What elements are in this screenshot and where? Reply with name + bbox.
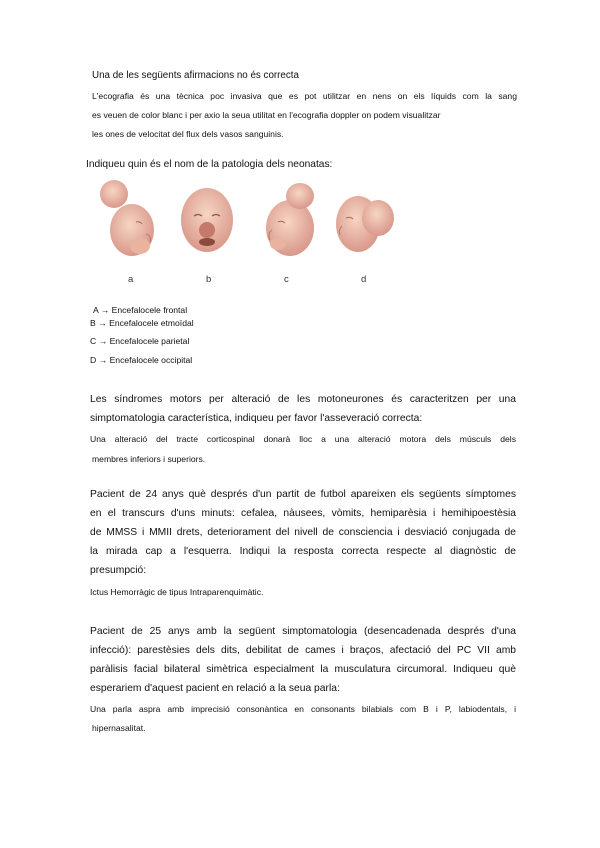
- q5-answer-line-2: hipernasalitat.: [92, 723, 146, 733]
- q5-title-line-1: Pacient de 25 anys amb la següent simptomatologia (desencadenada després d'una: [90, 626, 516, 637]
- q2-option-b: B → Encefalocele etmoïdal: [90, 318, 194, 328]
- neonate-head-c-image: [256, 178, 322, 268]
- q1-answer-line-1: L'ecografia és una tècnica poc invasiva que es pot utilitzar en nens on els líquids com la sang: [92, 91, 517, 101]
- q1-answer-line-3: les ones de velocitat del flux dels vasos sanguinis.: [92, 129, 284, 139]
- q4-title-line-5: presumpció:: [90, 565, 147, 576]
- figure-label-c: c: [284, 274, 289, 285]
- q4-title-line-3: de MMSS i MMII drets, deteriorament del nivell de consciencia i desviació conjugada de: [90, 527, 516, 538]
- q2-option-a: A → Encefalocele frontal: [93, 305, 188, 315]
- q5-title-line-4: esperariem d'aquest pacient en relació a la seua parla:: [90, 683, 340, 694]
- figure-label-d: d: [361, 274, 367, 285]
- q4-title-line-1: Pacient de 24 anys què després d'un partit de futbol apareixen els següents símptomes: [90, 489, 516, 500]
- encephalocele-figure: [96, 178, 396, 290]
- q4-title-line-2: en el transcurs d'uns minuts: cefalea, nàusees, vòmits, hemiparèsia i hemihipoestèsia: [90, 508, 516, 519]
- q2-title: Indiqueu quin és el nom de la patologia dels neonatas:: [86, 159, 333, 170]
- q1-title: Una de les següents afirmacions no és correcta: [92, 70, 299, 81]
- q2-option-d: D → Encefalocele occipital: [90, 355, 193, 365]
- q3-title-line-2: simptomatologia característica, indiqueu per favor l'asseveració correcta:: [90, 413, 423, 424]
- neonate-head-b-image: [176, 178, 238, 268]
- q5-title-line-3: paràlisis facial bilateral simètrica especialment la musculatura circumoral. Indiqueu què: [90, 664, 516, 675]
- q3-title-line-1: Les síndromes motors per alteració de les motoneurones és caracteritzen per una: [90, 394, 516, 405]
- neonate-head-a-image: [96, 178, 160, 268]
- q4-title-line-4: la mirada cap a l'esquerra. Indiqui la resposta correcta respecte al diagnòstic de: [90, 546, 516, 557]
- figure-label-b: b: [206, 274, 212, 285]
- q3-answer-line-2: membres inferiors i superiors.: [92, 454, 206, 464]
- q2-option-c: C → Encefalocele parietal: [90, 336, 190, 346]
- q5-answer-line-1: Una parla aspra amb imprecisió consonàntica en consonants bilabials com B i P, labiodentals, i: [90, 704, 516, 714]
- figure-label-a: a: [128, 274, 134, 285]
- neonate-head-d-image: [332, 178, 396, 268]
- q1-answer-line-2: es veuen de color blanc i per axio la seua utilitat en l'ecografia doppler on podem visualitzar: [92, 110, 441, 120]
- q5-title-line-2: infecció): parestèsies dels dits, debilitat de cames i braços, afectació del PC VII amb: [90, 645, 516, 656]
- q3-answer-line-1: Una alteració del tracte corticospinal donarà lloc a una alteració motora dels músculs dels: [90, 434, 516, 444]
- q4-answer: Ictus Hemorràgic de tipus Intraparenquimàtic.: [90, 587, 264, 597]
